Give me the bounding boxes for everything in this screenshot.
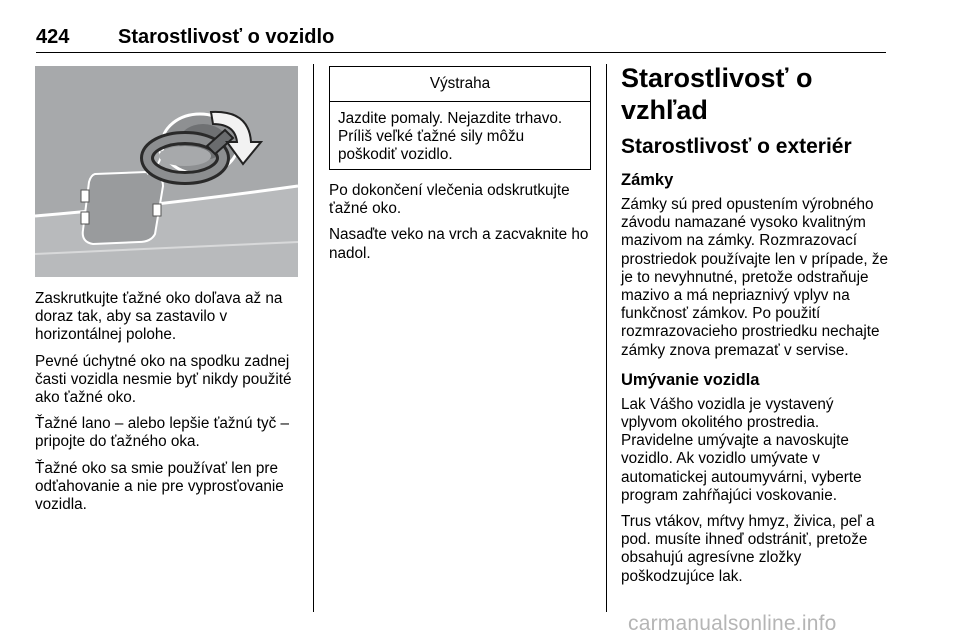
- paragraph: Trus vtákov, mŕtvy hmyz, živica, peľ a pod. musíte ihneď odstrániť, pretože obsahujú agresívne zložky poškodzujúce lak.: [621, 513, 875, 585]
- section-heading: Starostlivosť o vzhľad: [621, 63, 813, 125]
- subsection-heading: Starostlivosť o exteriér: [621, 135, 852, 158]
- paragraph: Zámky sú pred opustením výrobného závodu namazané vysoko kvalitným mazivom na zámky. Rozmrazovací prostriedok používajte len v prípade, že je to nevyhnutné, pretože odstraňuje mazivo a má nepriaznivý vplyv na funkčnosť zámkov. Po použití rozmrazovacieho prostriedku nechajte zámky znova premazať v servise.: [621, 196, 889, 359]
- topic-heading-locks: Zámky: [621, 171, 674, 189]
- paragraph: Ťažné oko sa smie používať len pre odťahovanie a nie pre vyprosťovanie vozidla.: [35, 459, 284, 514]
- column-1: [35, 290, 301, 522]
- watermark: carmanualsonline.info: [628, 612, 837, 635]
- warning-text: Jazdite pomaly. Nejazdite trhavo. Príliš veľké ťažné sily môžu poškodiť vozidlo.: [338, 110, 563, 164]
- paragraph: Lak Vášho vozidla je vystavený vplyvom okolitého prostredia. Pravidelne umývajte a navoskujte vozidlo. Ak vozidlo umývate v automatickej autoumyvárni, vyberte program zahŕňajúci voskovanie.: [621, 395, 862, 504]
- warning-title: Výstraha: [330, 67, 590, 102]
- warning-box: [329, 66, 591, 170]
- page-number: 424: [36, 26, 70, 48]
- towing-eye-drawing: [35, 66, 298, 277]
- column-3: [621, 62, 889, 594]
- paragraph: Pevné úchytné oko na spodku zadnej časti vozidla nesmie byť nikdy použité ako ťažné oko.: [35, 352, 292, 407]
- paragraph: Zaskrutkujte ťažné oko doľava až na doraz tak, aby sa zastavilo v horizontálnej polohe.: [35, 290, 283, 344]
- page-header: [36, 22, 886, 53]
- paragraph: Po dokončení vlečenia odskrutkujte ťažné oko.: [329, 182, 570, 218]
- column-divider: [313, 64, 314, 612]
- column-divider: [606, 64, 607, 612]
- column-2: [329, 182, 591, 271]
- towing-eye-illustration: [35, 66, 298, 277]
- paragraph: Ťažné lano – alebo lepšie ťažnú tyč – pripojte do ťažného oka.: [35, 415, 290, 451]
- running-title: Starostlivosť o vozidlo: [118, 26, 335, 48]
- paragraph: Nasaďte veko na vrch a zacvaknite ho nadol.: [329, 226, 589, 262]
- topic-heading-washing: Umývanie vozidla: [621, 370, 760, 389]
